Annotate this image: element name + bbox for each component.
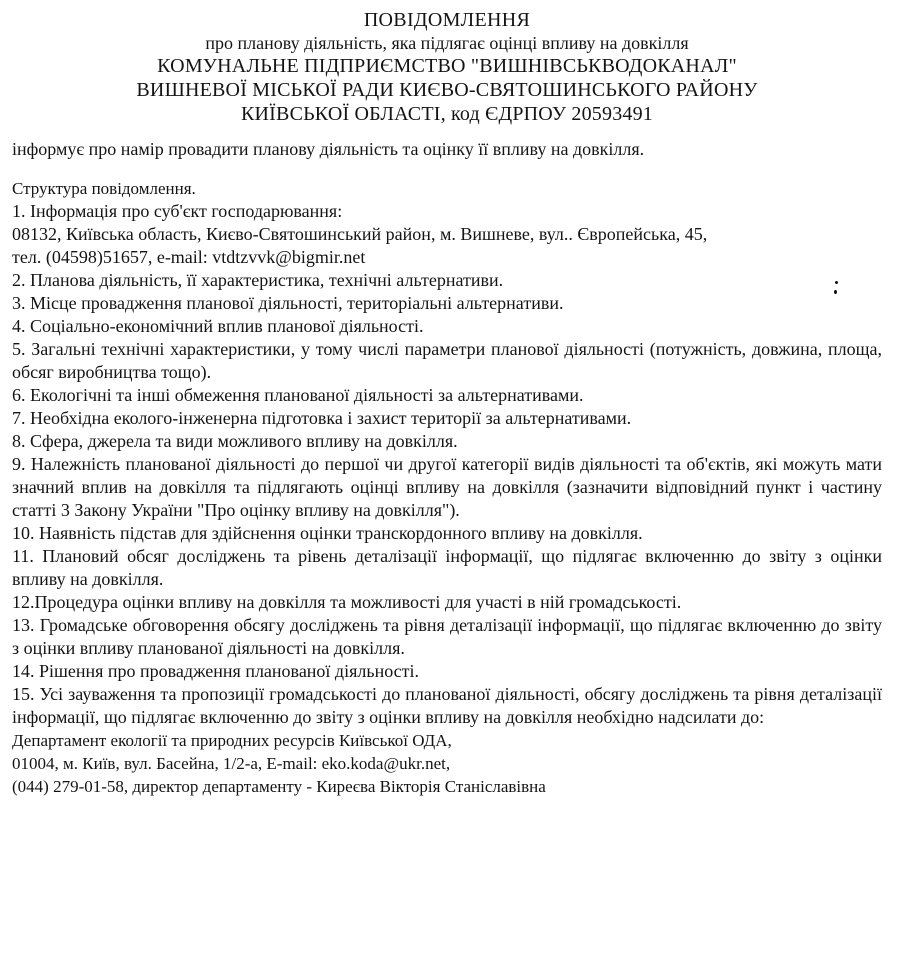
notice-subtitle: про планову діяльність, яка підлягає оцінці впливу на довкілля: [205, 33, 689, 53]
list-item: тел. (04598)51657, e-mail: vtdtzvvk@bigmir.net: [12, 247, 366, 267]
organization-name-line-1: КОМУНАЛЬНЕ ПІДПРИЄМСТВО "ВИШНІВСЬКВОДОКАНАЛ": [157, 55, 737, 77]
list-item: 7. Необхідна еколого-інженерна підготовка і захист території за альтернативами.: [12, 408, 632, 428]
list-item: 3. Місце провадження планової діяльності, територіальні альтернативи.: [12, 293, 564, 313]
intro-statement: інформує про намір провадити планову діяльність та оцінку її впливу на довкілля.: [12, 139, 645, 159]
list-item: 13. Громадське обговорення обсягу досліджень та рівня деталізації інформації, що підлягає включенню до звіту з оцінки впливу планованої діяльності на довкілля.: [12, 615, 882, 658]
list-item: 8. Сфера, джерела та види можливого впливу на довкілля.: [12, 431, 458, 451]
contact-department: Департамент екології та природних ресурсів Київської ОДА,: [12, 731, 452, 750]
list-item: 14. Рішення про провадження планованої діяльності.: [12, 661, 420, 681]
contact-address-email: 01004, м. Київ, вул. Басейна, 1/2-а, E-mail: eko.koda@ukr.net,: [12, 754, 451, 773]
list-item: 10. Наявність підстав для здійснення оцінки транскордонного впливу на довкілля.: [12, 523, 643, 543]
list-item: 2. Планова діяльність, її характеристика, технічні альтернативи.: [12, 270, 504, 290]
contact-phone-director: (044) 279-01-58, директор департаменту - Киреєва Вікторія Станіславівна: [12, 777, 546, 796]
list-item: 5. Загальні технічні характеристики, у тому числі параметри планової діяльності (потужність, довжина, площа, обсяг виробництва тощо).: [12, 339, 882, 382]
structure-label: Структура повідомлення.: [12, 179, 196, 198]
notice-title: ПОВІДОМЛЕННЯ: [363, 9, 531, 31]
list-item: 9. Належність планованої діяльності до першої чи другої категорії видів діяльності та об'єктів, які можуть мати значний вплив на довкілля та підлягають оцінці впливу на довкілля (зазначити відповідний пункт і частину статті 3 Закону України "Про оцінку впливу на довкілля").: [12, 454, 882, 520]
organization-name-line-3: КИЇВСЬКОЇ ОБЛАСТІ, код ЄДРПОУ 20593491: [240, 103, 653, 125]
scan-speck-mark: [834, 281, 838, 295]
list-item: 15. Усі зауваження та пропозиції громадськості до планованої діяльності, обсягу досліджень та рівня деталізації інформації, що підлягає включенню до звіту з оцінки впливу на довкілля необхідно надсилати до:: [12, 684, 882, 727]
notice-header: [12, 8, 882, 126]
list-item: 12.Процедура оцінки впливу на довкілля та можливості для участі в ній громадськості.: [12, 592, 682, 612]
list-item: 1. Інформація про суб'єкт господарювання:: [12, 201, 343, 221]
list-item: 4. Соціально-економічний вплив планової діяльності.: [12, 316, 424, 336]
structure-items: [12, 200, 882, 729]
list-item: 6. Екологічні та інші обмеження планованої діяльності за альтернативами.: [12, 385, 584, 405]
list-item: 08132, Київська область, Києво-Святошинський район, м. Вишневе, вул.. Європейська, 45,: [12, 224, 708, 244]
organization-name-line-2: ВИШНЕВОЇ МІСЬКОЇ РАДИ КИЄВО-СВЯТОШИНСЬКОГО РАЙОНУ: [136, 79, 758, 101]
list-item: 11. Плановий обсяг досліджень та рівень деталізації інформації, що підлягає включенню до звіту з оцінки впливу на довкілля.: [12, 546, 882, 589]
contact-block: [12, 729, 882, 798]
